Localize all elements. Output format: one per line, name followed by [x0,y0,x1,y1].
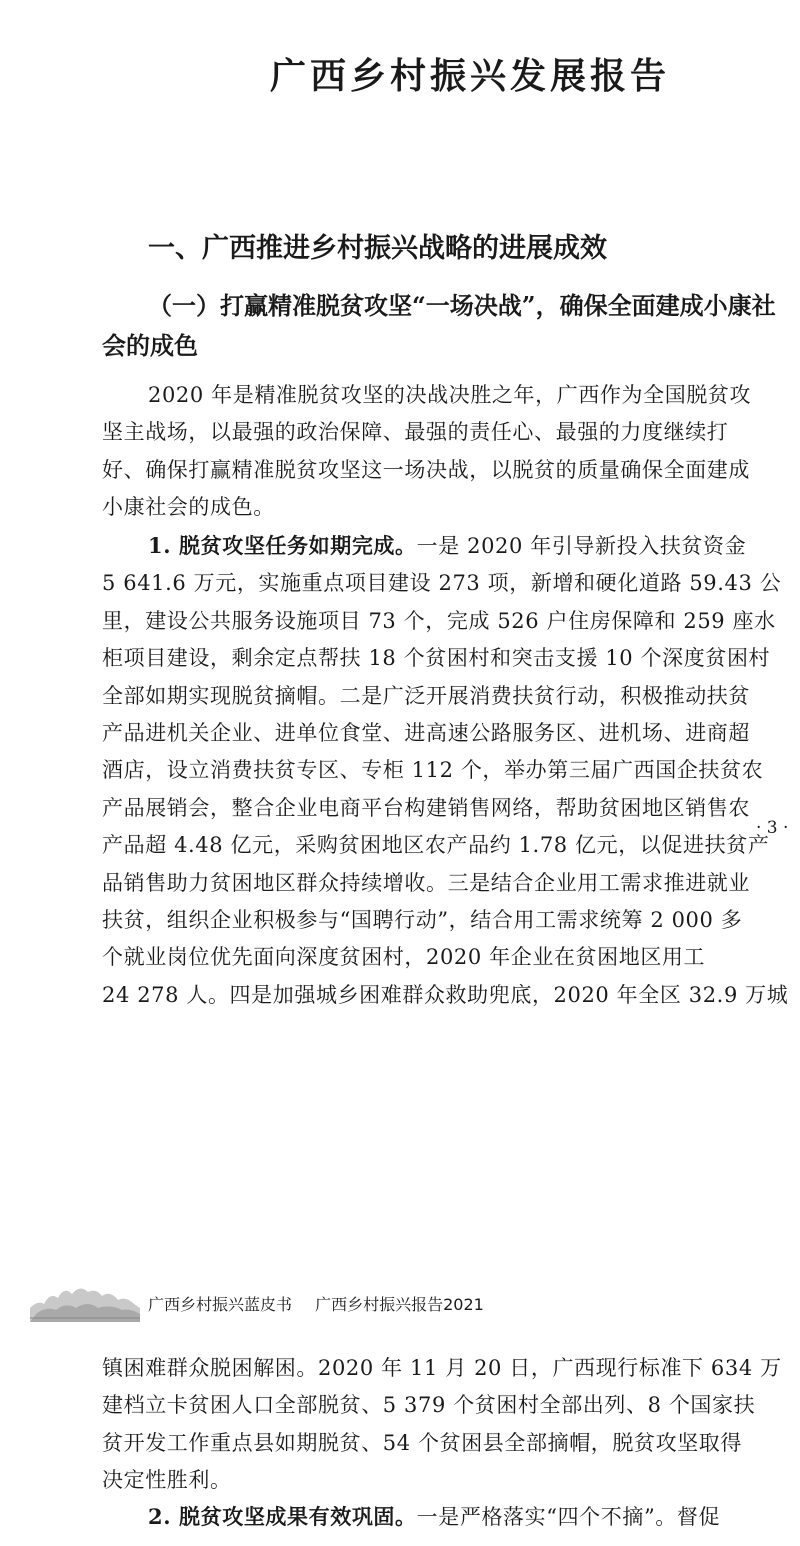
paragraph-line: 产品进机关企业、进单位食堂、进高速公路服务区、进机场、进商超 [102,721,750,746]
paragraph-line: 产品超 4.48 亿元，采购贫困地区农产品约 1.78 亿元，以促进扶贫产 [102,833,770,858]
subsection-title-line: （一）打赢精准脱贫攻坚“一场决战”，确保全面建成小康社 [148,291,776,320]
paragraph-line: 决定性胜利。 [102,1468,232,1493]
paragraph-line: 个就业岗位优先面向深度贫困村，2020 年企业在贫困地区用工 [102,945,706,970]
section-title: 一、广西推进乡村振兴战略的进展成效 [148,233,607,264]
paragraph-line: 酒店，设立消费扶贫专区、专柜 112 个，举办第三届广西国企扶贫农 [102,758,764,783]
paragraph-line: 小康社会的成色。 [102,495,275,520]
paragraph-line [102,1498,800,1536]
paragraph-heading: 2. 脱贫攻坚成果有效巩固。 [148,1504,417,1529]
paragraph-line: 产品展销会，整合企业电商平台构建销售网络，帮助贫困地区销售农 [102,795,750,820]
paragraph-line: 好、确保打赢精准脱贫攻坚这一场决战，以脱贫的质量确保全面建成 [102,457,750,482]
paragraph-line: 品销售助力贫困地区群众持续增收。三是结合企业用工需求推进就业 [102,870,750,895]
paragraph-4 [102,1498,800,1536]
paragraph-line: 扶贫，组织企业积极参与“国聘行动”，结合用工需求统筹 2 000 多 [102,908,743,933]
paragraph-line-rest: 一是 2020 年引导新投入扶贫资金 [416,534,747,558]
paragraph-line: 柜项目建设，剩余定点帮扶 18 个贫困村和突击支援 10 个深度贫困村 [102,646,771,671]
paragraph-line: 贫开发工作重点县如期脱贫、54 个贫困县全部摘帽，脱贫攻坚取得 [102,1430,742,1455]
paragraph-line: 坚主战场，以最强的政治保障、最强的责任心、最强的力度继续打 [102,420,729,445]
running-header-book: 广西乡村振兴蓝皮书 [148,1295,293,1314]
running-header-report: 广西乡村振兴报告2021 [315,1295,484,1314]
chapter-title: 广西乡村振兴发展报告 [270,56,671,97]
paragraph-line [102,527,800,565]
paragraph-heading: 1. 脱贫攻坚任务如期完成。 [148,533,417,558]
paragraph-line: 2020 年是精准脱贫攻坚的决战决胜之年，广西作为全国脱贫攻 [148,383,752,407]
paragraph-line: 里，建设公共服务设施项目 73 个，完成 526 户住房保障和 259 座水 [102,608,776,633]
paragraph-line: 24 278 人。四是加强城乡困难群众救助兜底，2020 年全区 32.9 万城 [102,982,789,1007]
subsection-title [102,286,800,366]
paragraph-line: 镇困难群众脱困解困。2020 年 11 月 20 日，广西现行标准下 634 万 [102,1356,782,1380]
paragraph-3 [102,1350,800,1500]
paragraph-line: 全部如期实现脱贫摘帽。二是广泛开展消费扶贫行动，积极推动扶贫 [102,683,750,708]
landscape-decoration-icon [30,1278,140,1322]
paragraph-2 [102,527,800,1014]
paragraph-line: 5 641.6 万元，实施重点项目建设 273 项，新增和硬化道路 59.43 公 [102,571,782,596]
running-header [148,1292,484,1315]
paragraph-line: 建档立卡贫困人口全部脱贫、5 379 个贫困村全部出列、8 个国家扶 [102,1393,756,1418]
page-number: · 3 · [756,818,789,838]
subsection-title-line: 会的成色 [102,331,198,360]
paragraph-line-rest: 一是严格落实“四个不摘”。督促 [416,1505,721,1529]
paragraph-1 [102,377,800,527]
